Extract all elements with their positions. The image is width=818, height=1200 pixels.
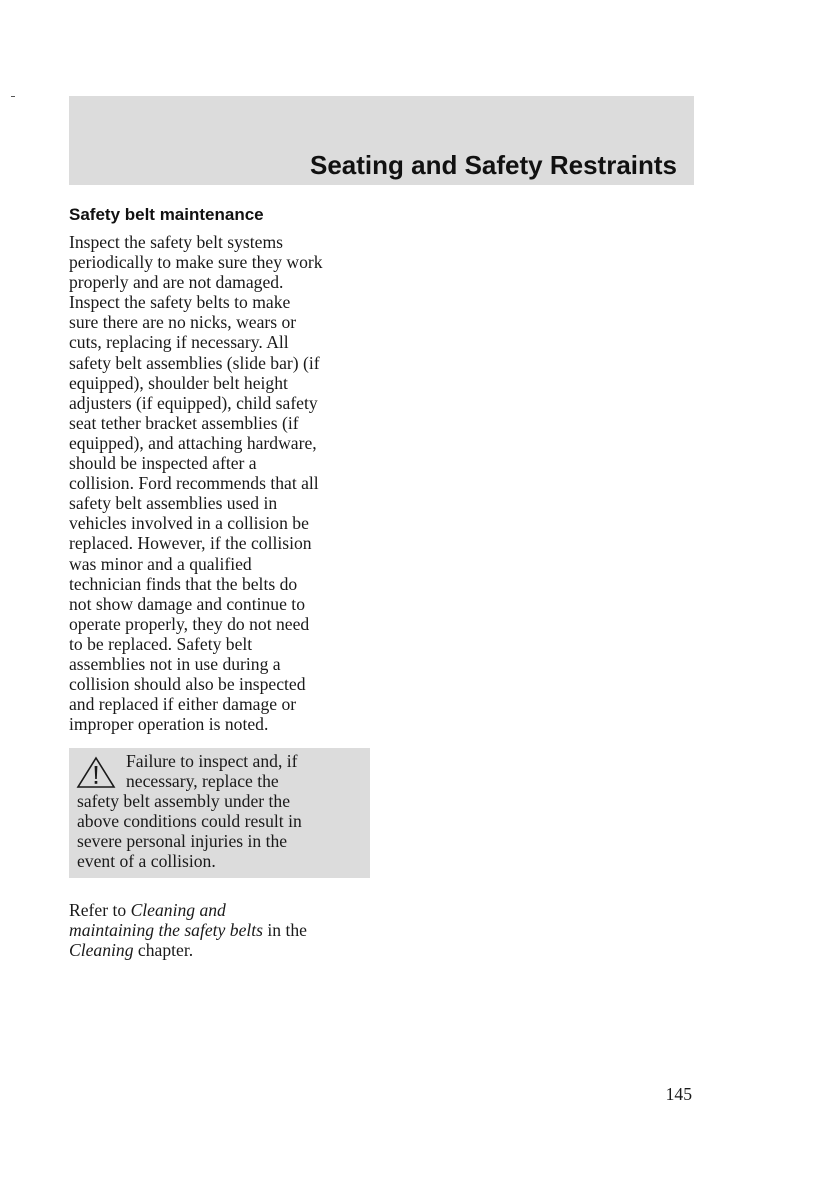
- body-line: was minor and a qualified: [69, 553, 252, 574]
- refer-plain-text: Refer to: [69, 900, 131, 920]
- body-line: vehicles involved in a collision be: [69, 513, 309, 534]
- body-line: to be replaced. Safety belt: [69, 633, 253, 654]
- body-line: cuts, replacing if necessary. All: [69, 332, 289, 353]
- warning-line: above conditions could result in: [77, 811, 302, 832]
- body-line: assemblies not in use during a: [69, 653, 281, 674]
- warning-text: [77, 751, 367, 872]
- warning-line: necessary, replace the: [126, 771, 279, 792]
- body-line: collision. Ford recommends that all: [69, 473, 319, 494]
- refer-line: [69, 940, 399, 960]
- body-line: periodically to make sure they work: [69, 252, 323, 273]
- body-line: equipped), shoulder belt height: [69, 372, 288, 393]
- refer-line: [69, 900, 399, 920]
- body-line: safety belt assemblies (slide bar) (if: [69, 352, 320, 373]
- body-line: Inspect the safety belt systems: [69, 232, 284, 252]
- page-number: 145: [665, 1084, 692, 1104]
- body-line: collision should also be inspected: [69, 674, 306, 695]
- body-line: safety belt assemblies used in: [69, 493, 278, 514]
- body-line: should be inspected after a: [69, 453, 257, 474]
- chapter-header-band: [69, 96, 694, 185]
- cross-reference: [69, 900, 399, 960]
- body-line: properly and are not damaged.: [69, 272, 284, 293]
- body-line: sure there are no nicks, wears or: [69, 312, 297, 333]
- warning-line: Failure to inspect and, if: [126, 751, 298, 771]
- body-line: seat tether bracket assemblies (if: [69, 412, 299, 433]
- refer-plain-text: chapter.: [133, 940, 194, 961]
- refer-chapter-link-title: Cleaning and: [130, 900, 226, 920]
- body-line: operate properly, they do not need: [69, 613, 310, 634]
- body-line: equipped), and attaching hardware,: [69, 432, 317, 453]
- warning-line: safety belt assembly under the: [77, 791, 291, 812]
- section-body: [69, 232, 375, 734]
- body-line: not show damage and continue to: [69, 593, 305, 614]
- body-line: and replaced if either damage or: [69, 694, 297, 715]
- warning-box: [69, 748, 370, 878]
- body-line: replaced. However, if the collision: [69, 533, 312, 554]
- refer-plain-text: in the: [263, 920, 307, 941]
- body-line: improper operation is noted.: [69, 714, 269, 735]
- refer-chapter-link-title: maintaining the safety belts: [69, 920, 263, 941]
- body-line: adjusters (if equipped), child safety: [69, 392, 318, 413]
- section-heading: Safety belt maintenance: [69, 205, 264, 224]
- body-line: technician finds that the belts do: [69, 573, 298, 594]
- warning-line: event of a collision.: [77, 851, 216, 872]
- refer-chapter-name: Cleaning: [69, 940, 134, 961]
- corner-mark: [11, 96, 15, 97]
- refer-line: [69, 920, 399, 940]
- warning-line: severe personal injuries in the: [77, 831, 288, 852]
- chapter-title: Seating and Safety Restraints: [310, 150, 677, 180]
- body-line: Inspect the safety belts to make: [69, 292, 291, 313]
